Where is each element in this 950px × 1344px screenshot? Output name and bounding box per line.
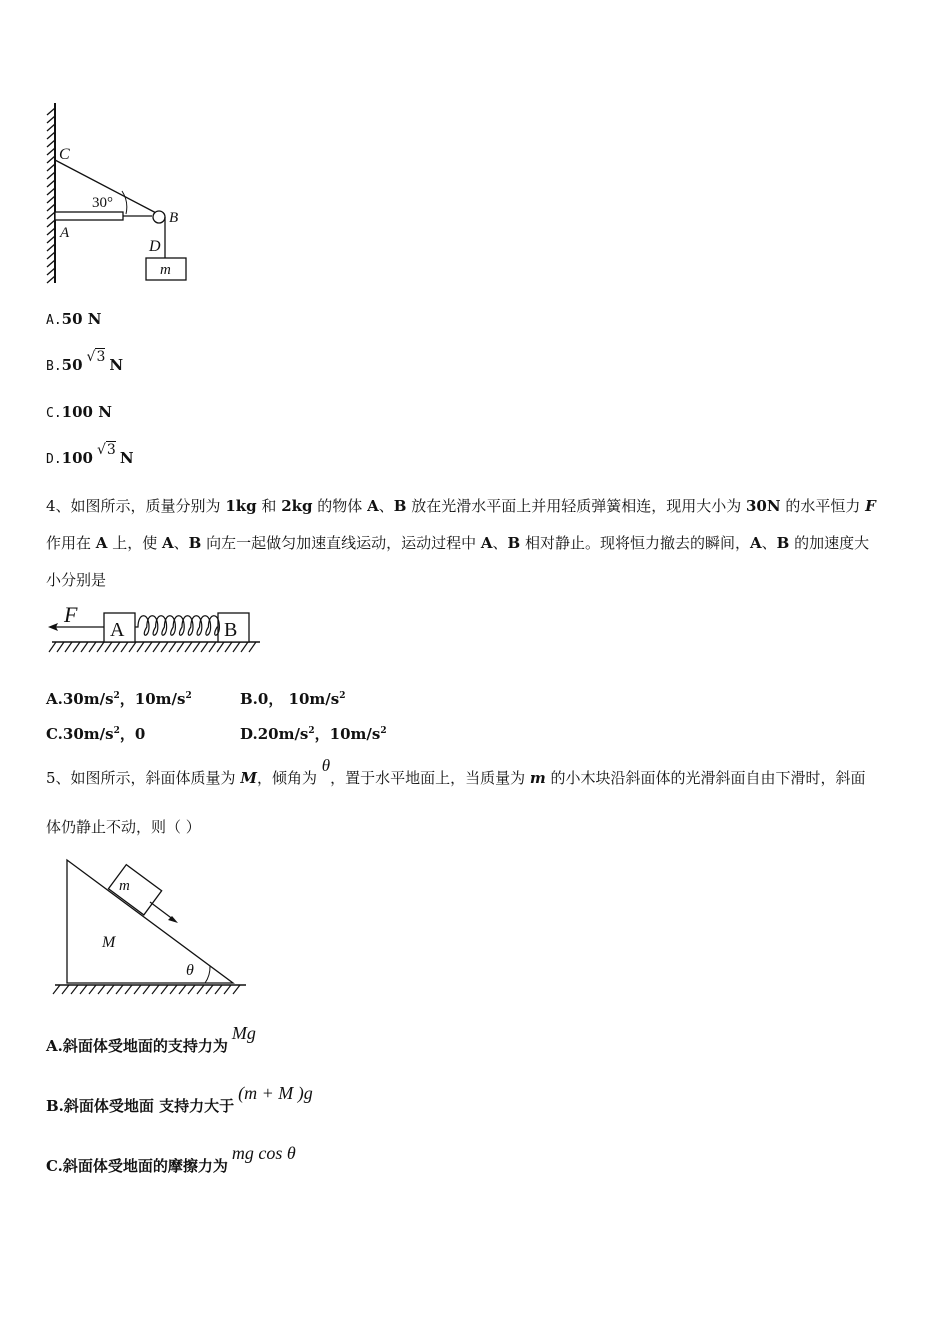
q5-option-a[interactable]: A.斜面体受地面的支持力为Mg xyxy=(46,1023,256,1055)
block-a-label: A xyxy=(110,619,125,641)
q3-option-c[interactable] xyxy=(46,403,112,421)
q5-stem xyxy=(46,758,916,856)
q4-line-1: 4、如图所示，质量分别为 1kg 和 2kg 的物体 A、B 放在光滑水平面上并用轻质弹簧相连，现用大小为 30N 的水平恒力 F xyxy=(46,497,876,515)
option-value: 100 xyxy=(61,403,93,421)
block-b-label: B xyxy=(224,619,238,641)
q5-option-b[interactable]: B.斜面体受地面 支持力大于(m + M )g xyxy=(46,1083,313,1115)
figure-wall-rod-rope xyxy=(40,100,200,290)
label-c: C xyxy=(59,146,70,163)
q4-stem xyxy=(46,488,916,599)
option-unit: N xyxy=(98,403,112,421)
q4-option-a[interactable]: $A.30m/s^2$，$10m/s^2$ xyxy=(46,690,192,708)
option-letter: C. xyxy=(46,406,62,421)
q3-option-b[interactable] xyxy=(46,349,124,374)
q4-option-b[interactable]: B.0， $10m/s^2$ xyxy=(240,690,346,708)
q5-line-1: 5、如图所示，斜面体质量为 M，倾角为 θ，置于水平地面上，当质量为 m 的小木块沿斜面体的光滑斜面自由下滑时，斜面 xyxy=(46,756,866,787)
block-m-label: m xyxy=(119,878,130,894)
incline-m-label: M xyxy=(102,934,116,951)
sqrt-symbol: √3 xyxy=(86,349,106,365)
label-m: m xyxy=(160,262,171,278)
label-a: A xyxy=(60,225,70,241)
angle-theta-label: θ xyxy=(186,962,194,979)
label-angle: 30° xyxy=(92,195,113,211)
option-value: 50 xyxy=(61,356,83,374)
force-label: F xyxy=(64,602,78,627)
option-value: 100 xyxy=(61,449,93,467)
q4-line-2: 作用在 A 上，使 A、B 向左一起做匀加速直线运动，运动过程中 A、B 相对静止。现将恒力撤去的瞬间，A、B 的加速度大 xyxy=(46,534,870,552)
q3-option-a[interactable] xyxy=(46,310,101,328)
option-unit: N xyxy=(109,356,124,374)
sqrt-radicand: 3 xyxy=(106,442,116,458)
option-letter: D. xyxy=(46,452,62,467)
figure-incline xyxy=(50,850,250,995)
q3-option-d[interactable] xyxy=(46,442,134,467)
sqrt-symbol: √3 xyxy=(96,442,116,458)
q5-line-2: 体仍静止不动，则（ ） xyxy=(46,818,201,836)
q4-option-c[interactable]: $C.30m/s^2$，0 xyxy=(46,725,146,743)
option-letter: A. xyxy=(46,313,62,328)
option-unit: N xyxy=(87,310,102,328)
q4-line-3: 小分别是 xyxy=(46,571,107,589)
figure-spring-blocks xyxy=(44,600,266,660)
option-value: 50 xyxy=(61,310,83,328)
q5-option-c[interactable]: C.斜面体受地面的摩擦力为mg cos θ xyxy=(46,1143,296,1175)
option-unit: N xyxy=(119,449,134,467)
option-letter: B. xyxy=(46,359,62,374)
label-b: B xyxy=(169,210,179,226)
q4-option-d[interactable]: $D.20m/s^2$，$10m/s^2$ xyxy=(240,725,387,743)
sqrt-radicand: 3 xyxy=(96,349,106,365)
label-d: D xyxy=(149,238,161,255)
